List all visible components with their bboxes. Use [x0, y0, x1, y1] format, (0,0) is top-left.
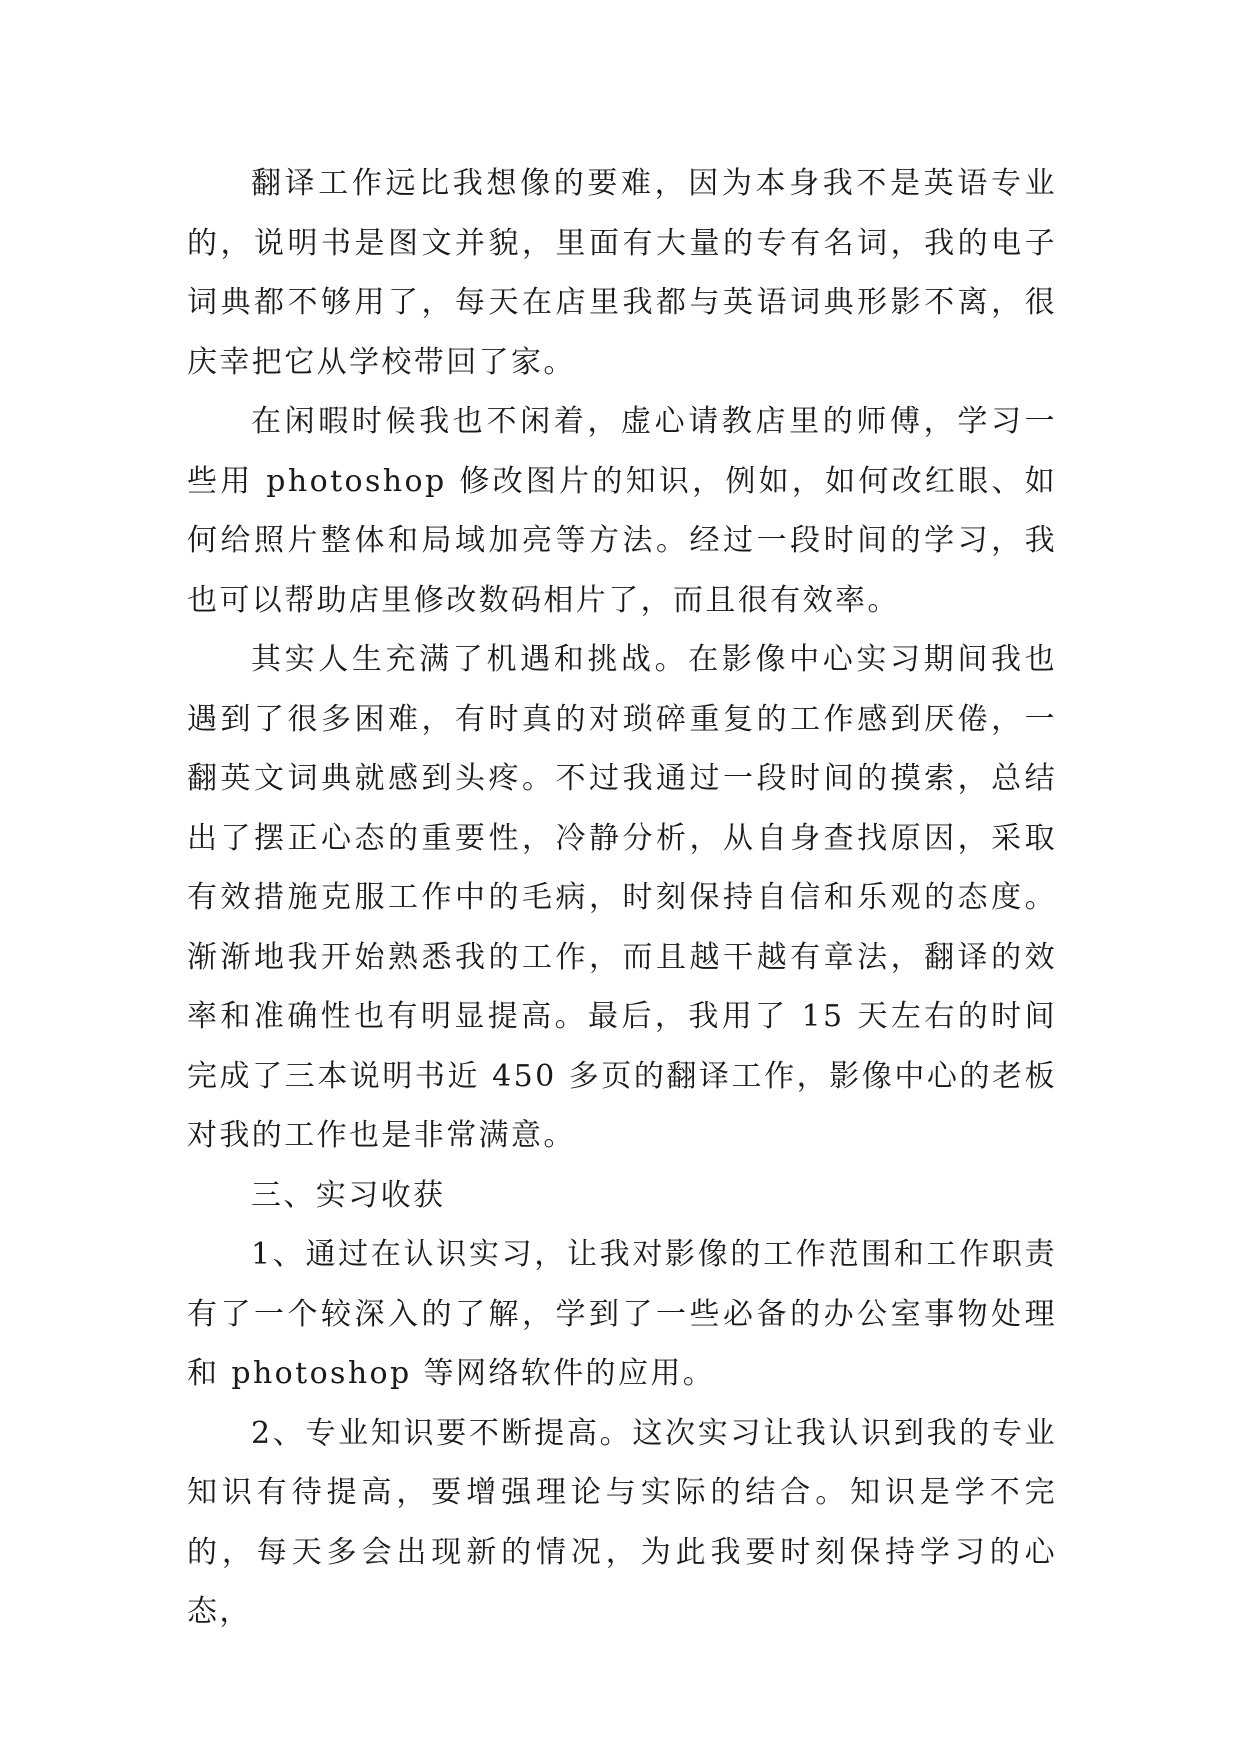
document-body [187, 154, 1057, 1642]
section-heading-internship-gains: 三、实习收获 [251, 1177, 446, 1213]
paragraph-photoshop-learning: 在闲暇时候我也不闲着，虚心请教店里的师傅，学习一些用 photoshop 修改图片的知识，例如，如何改红眼、如何给照片整体和局域加亮等方法。经过一段时间的学习，我也可以帮助店里修改数码相片了，而且很有效率。 [187, 404, 1057, 618]
paragraph-gain-2: 2、专业知识要不断提高。这次实习让我认识到我的专业知识有待提高，要增强理论与实际的结合。知识是学不完的，每天多会出现新的情况，为此我要时刻保持学习的心态， [187, 1415, 1057, 1629]
paragraph-challenges: 其实人生充满了机遇和挑战。在影像中心实习期间我也遇到了很多困难，有时真的对琐碎重复的工作感到厌倦，一翻英文词典就感到头疼。不过我通过一段时间的摸索，总结出了摆正心态的重要性，冷静分析，从自身查找原因，采取有效措施克服工作中的毛病，时刻保持自信和乐观的态度。渐渐地我开始熟悉我的工作，而且越干越有章法，翻译的效率和准确性也有明显提高。最后，我用了 15 天左右的时间完成了三本说明书近 450 多页的翻译工作，影像中心的老板对我的工作也是非常满意。 [187, 642, 1057, 1153]
paragraph-gain-1: 1、通过在认识实习，让我对影像的工作范围和工作职责有了一个较深入的了解，学到了一些必备的办公室事物处理和 photoshop 等网络软件的应用。 [187, 1237, 1057, 1391]
paragraph-translation-difficulty: 翻译工作远比我想像的要难，因为本身我不是英语专业的，说明书是图文并貌，里面有大量的专有名词，我的电子词典都不够用了，每天在店里我都与英语词典形影不离，很庆幸把它从学校带回了家。 [187, 166, 1057, 380]
